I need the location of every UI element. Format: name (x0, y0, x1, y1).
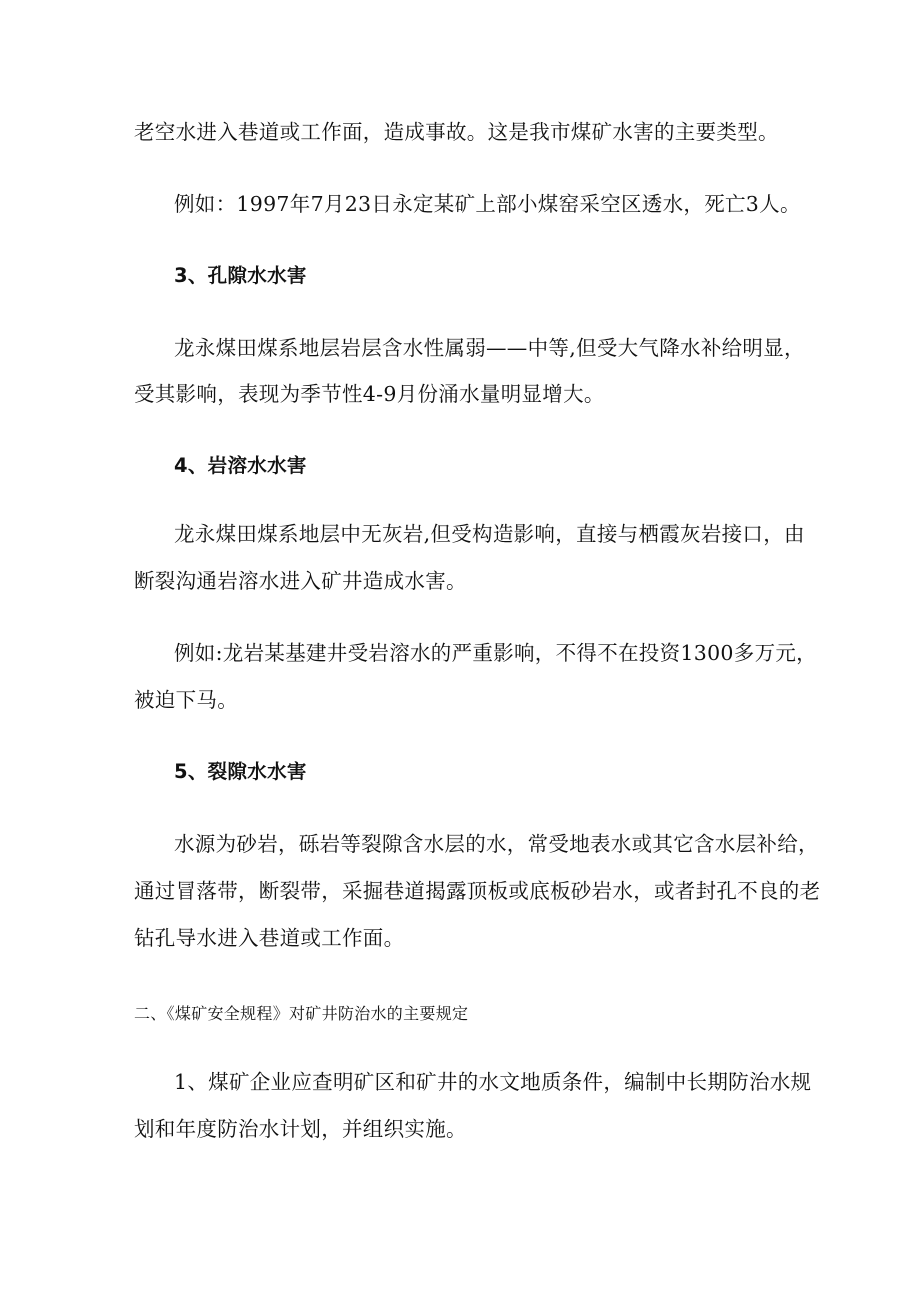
paragraph-line: 被迫下马。 (134, 688, 238, 712)
paragraph-line: 1、煤矿企业应查明矿区和矿井的水文地质条件，编制中长期防治水规 (174, 1070, 812, 1094)
section-heading: 4、岩溶水水害 (174, 454, 307, 477)
paragraph-line: 划和年度防治水计划，并组织实施。 (134, 1117, 467, 1141)
section-heading: 3、孔隙水水害 (174, 264, 307, 287)
section-heading: 5、裂隙水水害 (174, 760, 307, 783)
paragraph-line: 受其影响，表现为季节性4-9月份涌水量明显增大。 (134, 382, 605, 406)
paragraph-line: 老空水进入巷道或工作面，造成事故。这是我市煤矿水害的主要类型。 (134, 120, 779, 144)
paragraph-line: 龙永煤田煤系地层中无灰岩,但受构造影响，直接与栖霞灰岩接口，由 (174, 522, 805, 546)
paragraph-line: 钻孔导水进入巷道或工作面。 (134, 926, 405, 950)
paragraph-line: 龙永煤田煤系地层岩层含水性属弱——中等,但受大气降水补给明显， (174, 336, 805, 360)
example-line: 例如:龙岩某基建井受岩溶水的严重影响，不得不在投资1300多万元， (174, 641, 817, 665)
paragraph-line: 水源为砂岩，砾岩等裂隙含水层的水，常受地表水或其它含水层补给， (174, 832, 819, 856)
example-line: 例如：1997年7月23日永定某矿上部小煤窑采空区透水，死亡3人。 (174, 192, 801, 216)
chapter-heading: 二、《煤矿安全规程》对矿井防治水的主要规定 (134, 1004, 469, 1023)
paragraph-line: 通过冒落带，断裂带，采掘巷道揭露顶板或底板砂岩水，或者封孔不良的老 (134, 879, 821, 903)
paragraph-line: 断裂沟通岩溶水进入矿井造成水害。 (134, 569, 467, 593)
